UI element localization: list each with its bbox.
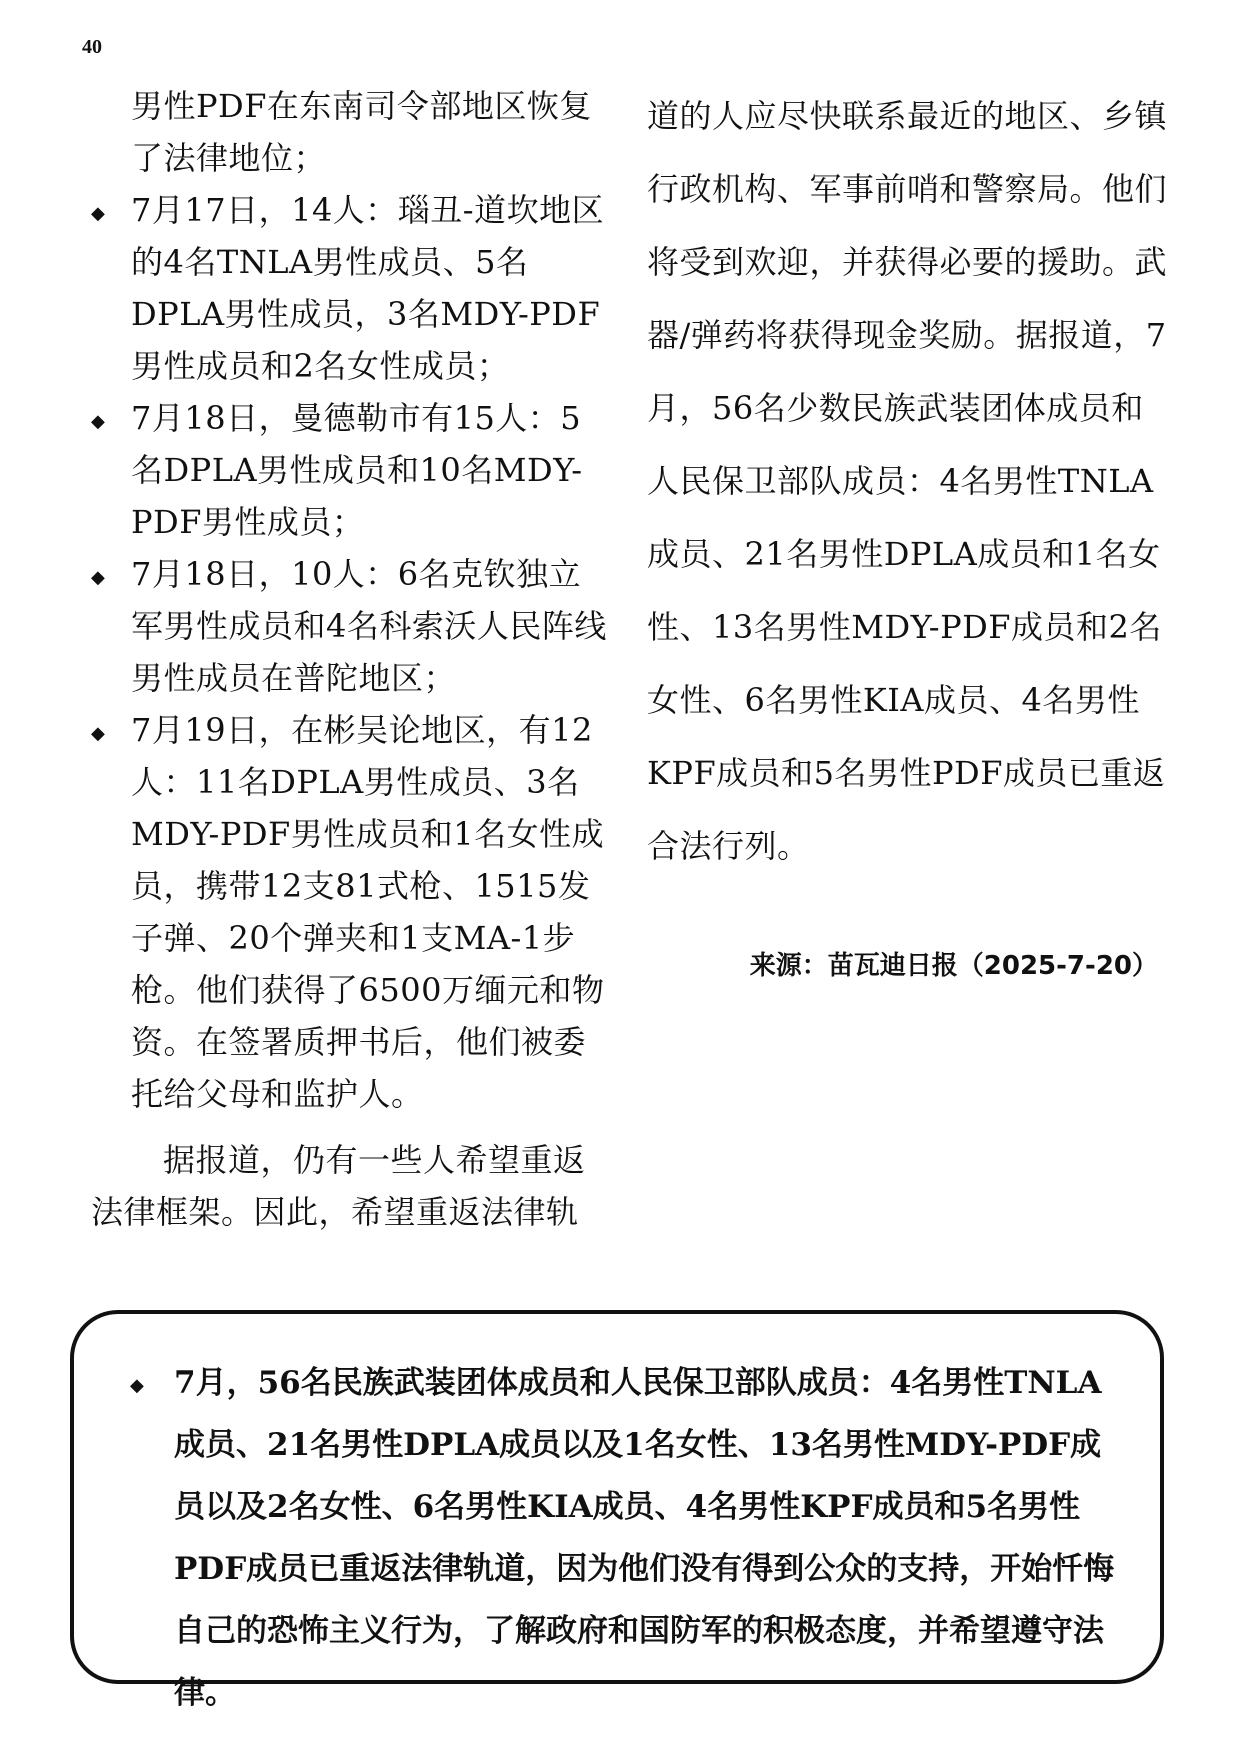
left-column (91, 80, 611, 1238)
bullet-list (91, 184, 611, 1120)
list-item-text: 7月18日，10人：6名克钦独立军男性成员和4名科索沃人民阵线男性成员在普陀地区； (131, 555, 607, 697)
diamond-bullet-icon: ◆ (91, 411, 106, 432)
list-item (91, 392, 611, 548)
closing-paragraph: 据报道，仍有一些人希望重返法律框架。因此，希望重返法律轨 (91, 1141, 586, 1231)
intro-continuation: 男性PDF在东南司令部地区恢复了法律地位； (131, 87, 592, 177)
page-number: 40 (82, 36, 102, 58)
diamond-bullet-icon: ◆ (91, 203, 106, 224)
list-item-text: 7月17日，14人：瑙丑-道坎地区的4名TNLA男性成员、5名DPLA男性成员，3名MDY-PDF男性成员和2名女性成员； (131, 191, 605, 385)
right-paragraph: 道的人应尽快联系最近的地区、乡镇行政机构、军事前哨和警察局。他们将受到欢迎，并获得必要的援助。武器/弹药将获得现金奖励。据报道，7月，56名少数民族武装团体成员和人民保卫部队成员：4名男性TNLA成员、21名男性DPLA成员和1名女性、13名男性MDY-PDF成员和2名女性、6名男性KIA成员、4名男性KPF成员和5名男性PDF成员已重返合法行列。 (647, 97, 1168, 865)
callout-text: 7月，56名民族武装团体成员和人民保卫部队成员：4名男性TNLA成员、21名男性DPLA成员以及1名女性、13名男性MDY-PDF成员以及2名女性、6名男性KIA成员、4名男性KPF成员和5名男性PDF成员已重返法律轨道，因为他们没有得到公众的支持，开始忏悔自己的恐怖主义行为，了解政府和国防军的积极态度，并希望遵守法律。 (174, 1365, 1115, 1711)
list-item (91, 184, 611, 392)
source-citation: 来源：苗瓦迪日报（2025-7-20） (749, 951, 1158, 981)
list-item-text: 7月18日，曼德勒市有15人：5名DPLA男性成员和10名MDY-PDF男性成员； (131, 399, 583, 541)
diamond-bullet-icon: ◆ (91, 723, 106, 744)
list-item (91, 704, 611, 1120)
callout-item (130, 1352, 1120, 1724)
diamond-bullet-icon: ◆ (91, 567, 106, 588)
right-column (647, 80, 1167, 883)
diamond-bullet-icon: ◆ (130, 1375, 144, 1396)
list-item (91, 548, 611, 704)
summary-callout-box (70, 1310, 1164, 1711)
list-item-text: 7月19日，在彬吴论地区，有12人：11名DPLA男性成员、3名MDY-PDF男性成员和1名女性成员，携带12支81式枪、1515发子弹、20个弹夹和1支MA-1步枪。他们获得了6500万缅元和物资。在签署质押书后，他们被委托给父母和监护人。 (131, 711, 605, 1113)
